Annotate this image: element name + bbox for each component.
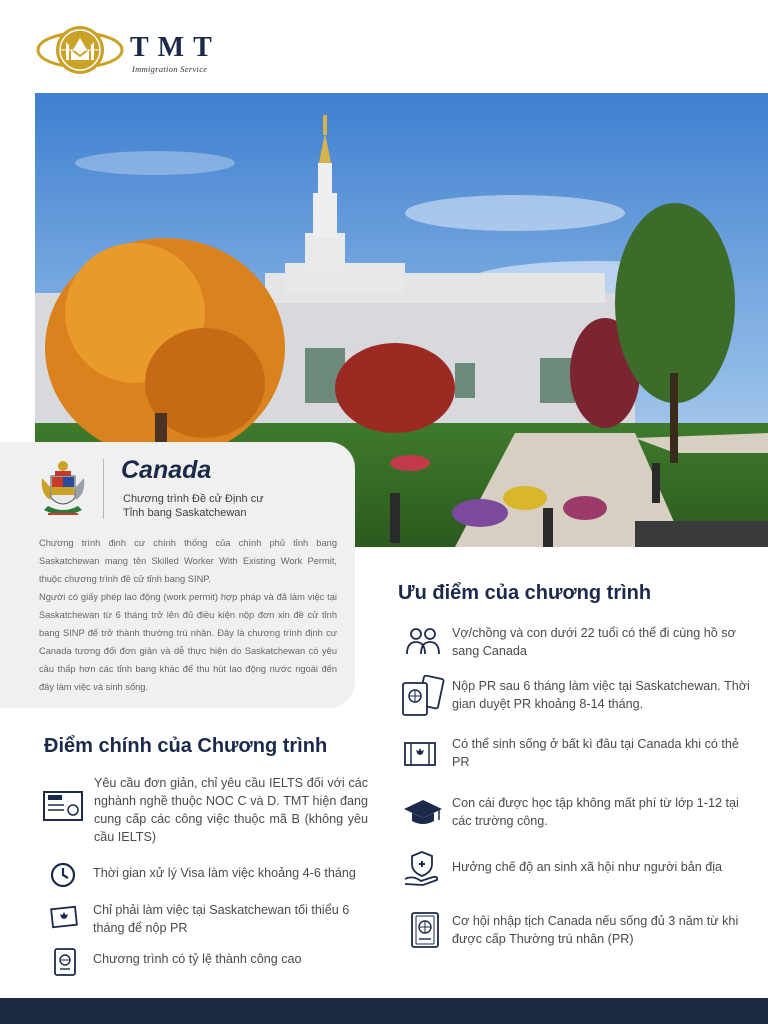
advantage-item (405, 624, 755, 660)
health-care-hand-icon (403, 849, 441, 887)
country-title: Canada (121, 456, 212, 484)
program-subtitle-line1: Chương trình Đề cử Định cư (123, 493, 264, 505)
tmt-logo-emblem-icon (36, 20, 124, 78)
program-subtitle-line2: Tỉnh bang Saskatchewan (123, 507, 247, 519)
advantage-item (403, 794, 755, 830)
main-point-item (50, 901, 370, 937)
description-paragraph-1: Chương trình định cư chính thống của chính phủ tỉnh bang Saskatchewan mang tên Skilled Worker With Existing Work Permit, thuộc chương trình đề cử tỉnh bang SINP. (39, 538, 337, 584)
main-points-title: Điểm chính của Chương trình (44, 735, 328, 757)
advantage-text: Con cái được học tập không mất phí từ lớp 1-12 tại các trường công. (452, 796, 739, 828)
program-description (39, 534, 337, 696)
main-point-item (42, 774, 368, 846)
program-subtitle (123, 492, 323, 520)
main-point-item (53, 948, 373, 976)
main-point-item (50, 862, 370, 888)
advantage-item (403, 849, 755, 887)
card-divider (103, 459, 104, 519)
canada-card-icon (403, 739, 439, 769)
advantage-text: Có thể sinh sống ở bất kì đâu tại Canada khi có thẻ PR (452, 737, 739, 769)
ielts-certificate-icon (42, 790, 84, 824)
advantage-item (410, 912, 755, 948)
graduation-cap-icon (403, 796, 443, 828)
footer-bar (0, 998, 768, 1024)
tmt-logo (36, 18, 236, 80)
main-point-text: Chỉ phải làm việc tại Saskatchewan tối thiểu 6 tháng để nộp PR (93, 903, 350, 935)
passports-icon (401, 675, 445, 717)
advantage-text: Vợ/chồng và con dưới 22 tuổi có thể đi cùng hồ sơ sang Canada (452, 626, 736, 658)
main-point-text: Chương trình có tỷ lệ thành công cao (93, 952, 302, 966)
passport-icon (53, 948, 77, 976)
advantage-text: Cơ hội nhập tịch Canada nếu sống đủ 3 năm từ khi được cấp Thường trú nhân (PR) (452, 914, 739, 946)
advantage-text: Hưởng chế độ an sinh xã hội như người bản địa (452, 860, 723, 874)
advantages-title: Ưu điểm của chương trình (398, 582, 652, 604)
brand-tagline: Immigration Service (132, 64, 208, 74)
passport-icon (410, 912, 440, 948)
main-point-text: Thời gian xử lý Visa làm việc khoảng 4-6 tháng (93, 866, 356, 880)
clock-icon (50, 862, 76, 888)
canada-flag-card-icon (50, 905, 78, 929)
family-icon (405, 626, 441, 656)
main-point-text: Yêu cầu đơn giản, chỉ yêu cầu IELTS đối với các nghành nghề thuộc NOC C và D. TMT hiện đang cung cấp các công việc thuộc mã B (không yêu cầu IELTS) (94, 776, 368, 844)
brand-name: TMT (130, 32, 221, 63)
program-info-card (0, 442, 355, 708)
canada-coat-of-arms-icon (38, 458, 88, 522)
advantage-text: Nộp PR sau 6 tháng làm việc tại Saskatchewan. Thời gian duyệt PR khoảng 8-14 tháng. (452, 679, 750, 711)
advantage-item (401, 675, 755, 717)
advantage-item (403, 735, 755, 771)
description-paragraph-2: Người có giấy phép lao động (work permit) hợp pháp và đã làm việc tại Saskatchewan từ 6 tháng trở lên đủ điều kiện nộp đơn xin đề cử tỉnh bang SINP để trở thành thường trú nhân. Đây là chương trình định cư Canada tương đối đơn giản và dễ thực hiện do Saskatchewan có yêu cầu thấp hơn các tỉnh bang khác để thu hút lao động nước ngoài đến đây làm việc và sinh sống. (39, 592, 337, 692)
